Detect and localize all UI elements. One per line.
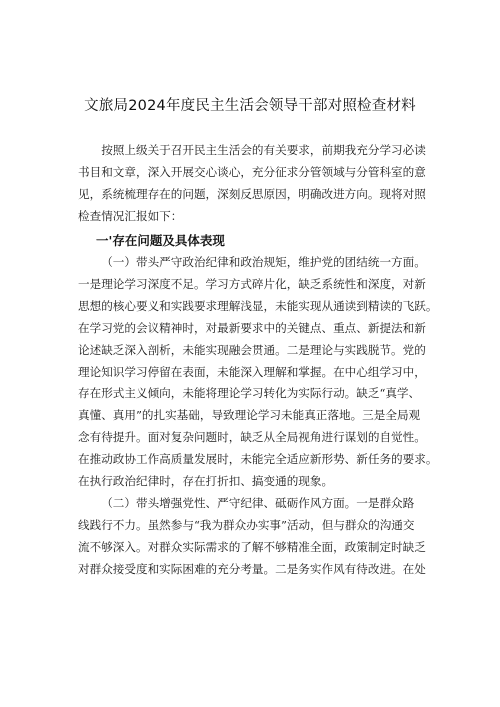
paragraph-line: （二）带头增强党性、严守纪律、砥砺作风方面。一是群众路 [101,495,415,510]
intro-paragraph [78,140,458,228]
paragraph-line: 念有待提升。面对复杂问题时，缺乏从全局视角进行谋划的自觉性。 [78,430,426,445]
document-title: 文旅局2024年度民主生活会领导干部对照检查材料 [84,98,416,114]
paragraph-line: 线践行不力。虽然参与“我为群众办实事”活动，但与群众的沟通交 [78,517,415,532]
paragraph-2 [78,493,458,581]
paragraph-line: 在推动政协工作高质量发展时，未能完全适应新形势、新任务的要求。 [78,452,438,467]
paragraph-1 [78,252,458,493]
paragraph-line: 在执行政治纪律时，存在打折扣、搞变通的现象。 [78,474,334,489]
section-heading: 一'存在问题及具体表现 [96,233,225,248]
intro-line: 见，系统梳理存在的问题，深刻反思原因，明确改进方向。现将对照 [78,186,426,201]
paragraph-line: 存在形式主义倾向，未能将理论学习转化为实际行动。缺乏“真学、 [78,386,421,401]
paragraph-line: 真懂、真用”的扎实基础，导致理论学习未能真正落地。三是全局观 [78,408,421,423]
paragraph-line: 对群众接受度和实际困难的充分考量。二是务实作风有待改进。在处 [78,561,426,576]
paragraph-line: 流不够深入。对群众实际需求的了解不够精准全面，政策制定时缺乏 [78,539,426,554]
paragraph-line: （一）带头严守政治纪律和政治规矩，维护党的团结统一方面。 [101,255,426,269]
intro-line: 检查情况汇报如下： [78,208,183,223]
intro-line: 按照上级关于召开民主生活会的有关要求，前期我充分学习必读 [101,143,426,157]
paragraph-line: 论述缺乏深入剖析，未能实现融会贯通。二是理论与实践脱节。党的 [78,342,426,357]
paragraph-line: 一是理论学习深度不足。学习方式碎片化，缺乏系统性和深度，对新 [78,276,426,291]
paragraph-line: 思想的核心要义和实践要求理解浅显，未能实现从通读到精读的飞跃。 [78,298,438,313]
intro-line: 书目和文章，深入开展交心谈心，充分征求分管领域与分管科室的意 [78,164,426,179]
section-content [78,252,458,581]
paragraph-line: 在学习党的会议精神时，对最新要求中的关键点、重点、新提法和新 [78,320,426,335]
paragraph-line: 理论知识学习停留在表面，未能深入理解和掌握。在中心组学习中， [78,364,426,379]
